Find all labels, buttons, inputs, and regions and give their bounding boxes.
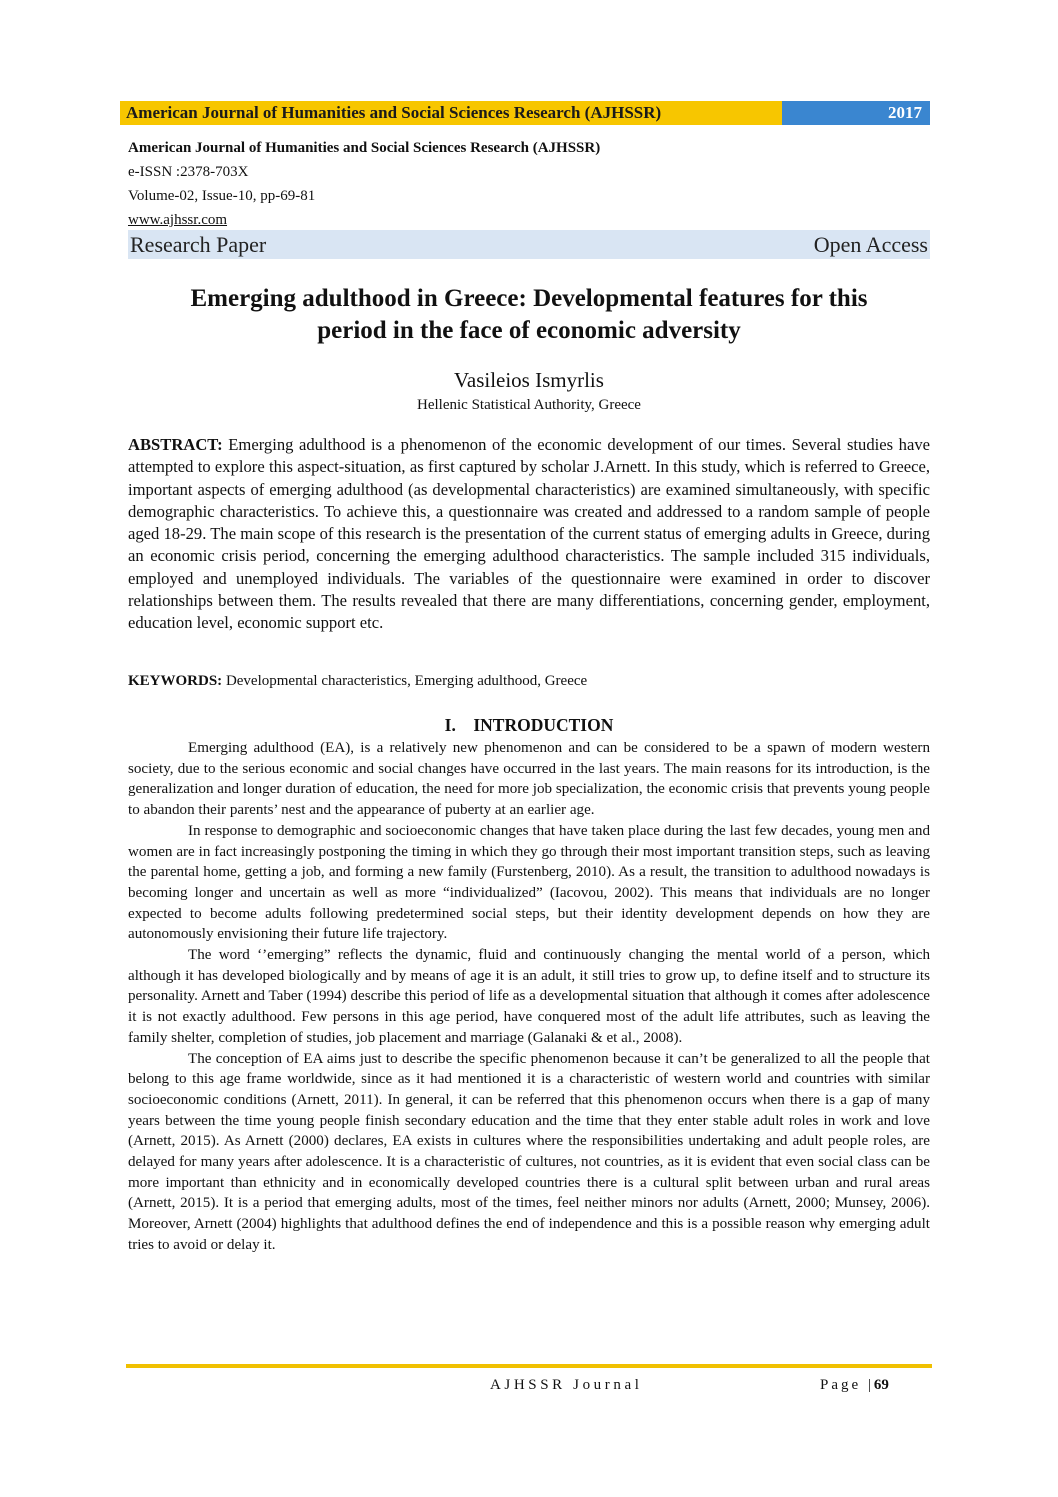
introduction-body xyxy=(128,738,930,1256)
journal-website-link[interactable]: www.ajhssr.com xyxy=(128,212,228,228)
header-journal-name: American Journal of Humanities and Social Sciences Research (AJHSSR) xyxy=(120,101,782,125)
keywords-label: KEYWORDS: xyxy=(128,673,223,689)
meta-volume: Volume-02, Issue-10, pp-69-81 xyxy=(128,188,316,204)
journal-meta xyxy=(128,136,600,232)
meta-journal-name: American Journal of Humanities and Social Sciences Research (AJHSSR) xyxy=(128,140,601,156)
footer-rule xyxy=(126,1364,932,1368)
running-header xyxy=(120,101,930,125)
meta-issn: e-ISSN :2378-703X xyxy=(128,164,249,180)
access-label: Open Access xyxy=(813,231,928,257)
page-label: Page | xyxy=(820,1377,874,1393)
article-title xyxy=(128,283,930,347)
abstract-label: ABSTRACT: xyxy=(128,435,223,454)
paragraph: The word ‘’emerging” reflects the dynamic, fluid and continuously changing the mental world of a person, which although it has developed biologically and by means of age it is an adult, it still tries to grow up, to define itself and to structure its personality. Arnett and Taber (1994) describe this period of life as a developmental situation that although it comes after adolescence it is not exactly adulthood. Few persons in this age period, have conquered most of the adult life attributes, such as leaving the family shelter, completion of studies, job placement and marriage (Galanaki & et al., 2008). xyxy=(128,947,930,1046)
author-affiliation: Hellenic Statistical Authority, Greece xyxy=(417,397,641,413)
header-year: 2017 xyxy=(782,101,930,125)
paragraph: In response to demographic and socioeconomic changes that have taken place during the last few decades, young men and women are in fact increasingly postponing the timing in which they go through their most important transition steps, such as leaving the parental home, getting a job, and forming a new family (Furstenberg, 2010). As a result, the transition to adulthood nowadays is becoming longer and uncertain as well as more “individualized” (Iacovou, 2002). This means that individuals are no longer expected to become adults following predetermined social steps, but their identity development depends on how they are autonomously envisioning their future life trajectory. xyxy=(128,822,930,943)
section-heading: I. INTRODUCTION xyxy=(444,715,614,735)
abstract-text: Emerging adulthood is a phenomenon of the economic development of our times. Several studies have attempted to explore this aspect-situation, as first captured by scholar J.Arnett. In this study, which is referred to Greece, important aspects of emerging adulthood (as developmental characteristics) are examined simultaneously, with specific demographic characteristics. To achieve this, a questionnaire was created and addressed to a random sample of people aged 18-29. The main scope of this research is the presentation of the current status of emerging adults in Greece, during an economic crisis period, concerning the emerging adulthood characteristics. The sample included 315 individuals, employed and unemployed individuals. The variables of the questionnaire were examined in order to discover relationships between them. The results revealed that there are many differentiations, concerning gender, employment, education level, economic support etc. xyxy=(128,435,930,633)
keywords xyxy=(128,671,930,691)
paragraph: Emerging adulthood (EA), is a relatively new phenomenon and can be considered to be a spawn of modern western society, due to the serious economic and social changes have occurred in the last years. The main reasons for its introduction, is the generalization and longer duration of education, the need for more job specialization, the economic crisis that prevents young people to abandon their parents’ nest and the appearance of puberty at an earlier age. xyxy=(128,740,930,819)
paragraph: The conception of EA aims just to describe the specific phenomenon because it can’t be generalized to all the people that belong to this age frame worldwide, since as it had mentioned it is a characteristic of western world and countries with similar socioeconomic conditions (Arnett, 2011). In general, it can be referred that this phenomenon occurs when there is a gap of many years between the time young people finish secondary education and the time that they enter stable adult roles in work and love (Arnett, 2015). As Arnett (2000) declares, EA exists in cultures where the responsibilities undertaking and adult people roles, are delayed for many years after adolescence. It is a characteristic of cultures, not countries, as it is evident that even social class can be more important than ethnicity and in economically developed countries there is a cultural split between urban and rural areas (Arnett, 2015). It is a period that emerging adults, most of the times, feel neither minors nor adults (Arnett, 2000; Munsey, 2006). Moreover, Arnett (2004) highlights that adulthood defines the end of independence and this is a possible reason why emerging adult tries to avoid or delay it. xyxy=(128,1050,930,1253)
footer-journal: AJHSSR Journal xyxy=(490,1377,643,1393)
footer-page xyxy=(820,1377,889,1394)
abstract xyxy=(128,434,930,635)
title-line-1: Emerging adulthood in Greece: Developmental features for this xyxy=(190,285,868,312)
page-number: 69 xyxy=(873,1377,889,1393)
author-name: Vasileios Ismyrlis xyxy=(454,368,604,392)
paper-type: Research Paper xyxy=(130,231,267,257)
keywords-text: Developmental characteristics, Emerging adulthood, Greece xyxy=(225,673,588,689)
paper-type-band xyxy=(128,230,930,259)
title-line-2: period in the face of economic adversity xyxy=(317,317,741,344)
